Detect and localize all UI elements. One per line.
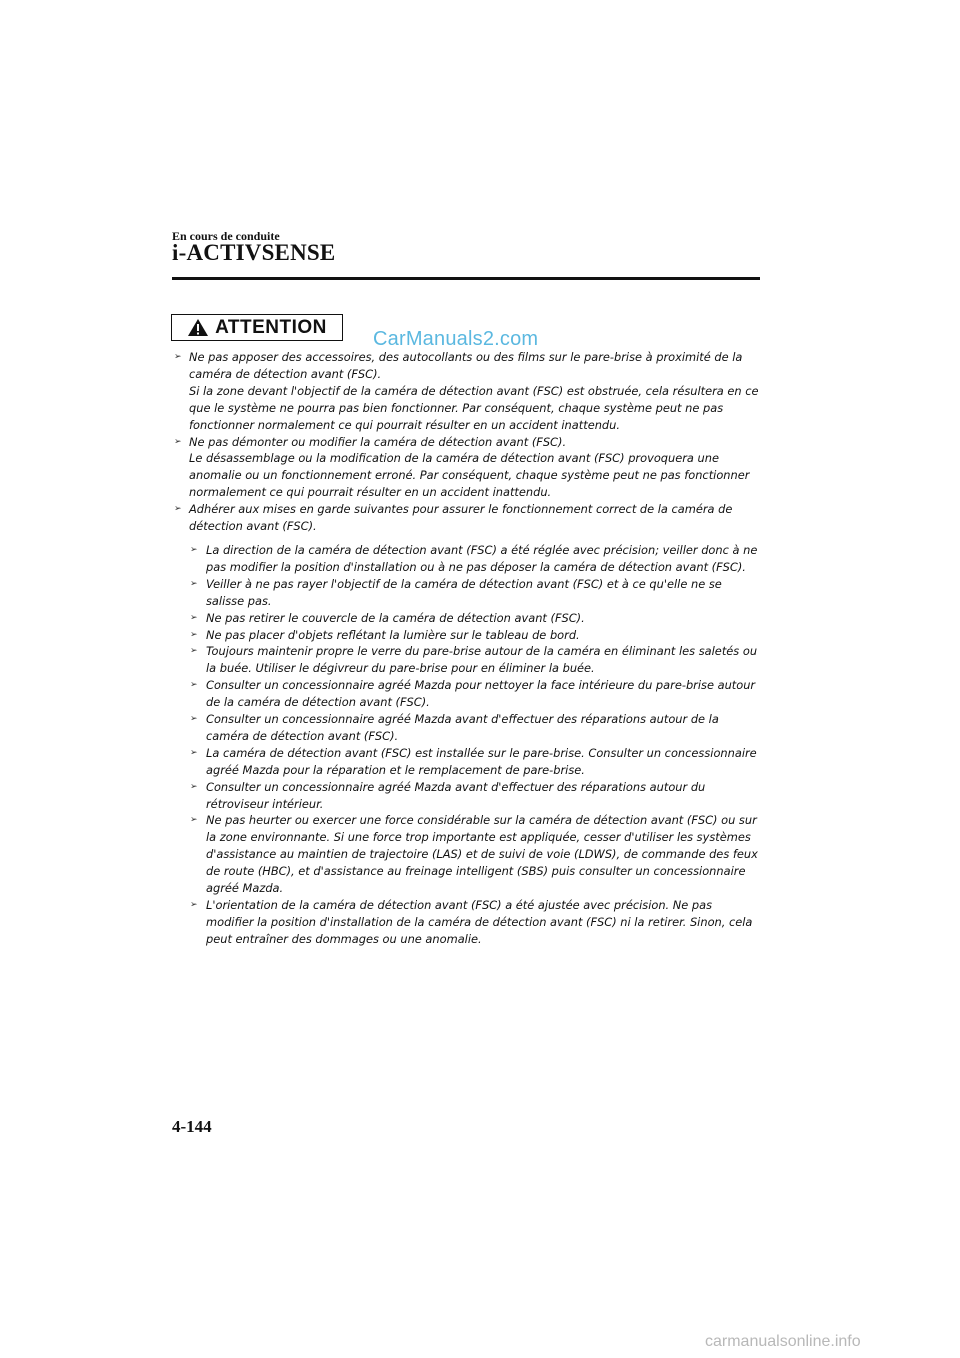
sublist-item [186,643,762,677]
subitem-text: Consulter un concessionnaire agréé Mazda avant d'effectuer des réparations autour du rétroviseur intérieur. [206,779,706,811]
bullet-arrow-icon: ➢ [190,714,198,725]
subitem-text: La direction de la caméra de détection avant (FSC) a été réglée avec précision; veiller donc à ne pas modifier la position d'installation ou à ne pas déposer la caméra de détection avant (FSC). [206,542,758,574]
sublist-item [186,576,762,610]
sublist-item [186,745,762,779]
header-rule [172,277,760,280]
bullet-arrow-icon: ➢ [190,747,198,758]
bullet-arrow-icon: ➢ [174,352,182,362]
subitem-text: Ne pas heurter ou exercer une force considérable sur la caméra de détection avant (FSC) ou sur la zone environnante. Si une force trop importante est appliquée, cesser d'utiliser les systèmes d'assistance au maintien de trajectoire (LAS) et de suivi de voie (LDWS), de commande des feux de route (HBC), et d'assistance au freinage intelligent (SBS) puis consulter un concessionnaire agréé Mazda. [206,813,758,896]
list-item [172,434,762,502]
sublist-item [186,542,762,576]
sublist-item [186,627,762,644]
item-text: Si la zone devant l'objectif de la caméra de détection avant (FSC) est obstruée, cela résultera en ce que le système ne pourra pas bien fonctionner. Par conséquent, chaque système peut ne pas fonctionner normalement ce qui pourrait résulter en un accident inattendu. [189,383,759,432]
item-text: Le désassemblage ou la modification de la caméra de détection avant (FSC) provoquera une anomalie ou un fonctionnement erroné. Par conséquent, chaque système peut ne pas fonctionner normalement ce qui pourrait résulter en un accident inattendu. [189,451,750,500]
caution-list [172,349,762,535]
bullet-arrow-icon: ➢ [190,578,198,589]
watermark-top: CarManuals2.com [373,328,539,350]
subitem-text: Veiller à ne pas rayer l'objectif de la caméra de détection avant (FSC) et à ce qu'elle ne se salisse pas. [206,576,722,608]
bullet-arrow-icon: ➢ [190,544,198,555]
bullet-arrow-icon: ➢ [190,612,198,623]
attention-box [171,314,343,341]
sublist-item [186,897,762,948]
list-item [172,501,762,535]
sublist-item [186,677,762,711]
section-title: i-ACTIVSENSE [172,240,336,265]
subitem-text: Toujours maintenir propre le verre du pare-brise autour de la caméra en éliminant les saletés ou la buée. Utiliser le dégivreur du pare-brise pour en éliminer la buée. [206,644,758,676]
sublist-item [186,812,762,897]
bullet-arrow-icon: ➢ [190,815,198,826]
section-label: En cours de conduite [172,229,280,243]
subitem-text: Consulter un concessionnaire agréé Mazda avant d'effectuer des réparations autour de la caméra de détection avant (FSC). [206,712,719,743]
caution-sublist [172,542,762,948]
page-number: 4-144 [172,1117,212,1136]
item-text: Ne pas apposer des accessoires, des autocollants ou des films sur le pare-brise à proximité de la caméra de détection avant (FSC). [189,350,743,381]
attention-label: ATTENTION [215,316,327,338]
subitem-text: Ne pas placer d'objets reflétant la lumière sur le tableau de bord. [206,627,580,642]
list-item [172,349,762,434]
watermark-footer: carmanualsonline.info [705,1333,861,1350]
bullet-arrow-icon: ➢ [190,781,198,792]
warning-triangle-icon [187,318,209,337]
item-text: Adhérer aux mises en garde suivantes pour assurer le fonctionnement correct de la caméra de détection avant (FSC). [189,502,733,534]
bullet-arrow-icon: ➢ [190,629,198,640]
attention-content [172,349,762,948]
item-text: Ne pas démonter ou modifier la caméra de détection avant (FSC). [189,434,567,449]
bullet-arrow-icon: ➢ [174,504,182,515]
bullet-arrow-icon: ➢ [190,900,198,910]
sublist-item [186,610,762,627]
subitem-text: Consulter un concessionnaire agréé Mazda pour nettoyer la face intérieure du pare-brise autour de la caméra de détection avant (FSC). [206,678,756,710]
sublist-item [186,711,762,745]
subitem-text: L'orientation de la caméra de détection avant (FSC) a été ajustée avec précision. Ne pas modifier la position d'installation de la caméra de détection avant (FSC) ni la retirer. Sinon, cela peut entraîner des dommages ou une anomalie. [206,898,753,946]
bullet-arrow-icon: ➢ [174,436,182,447]
subitem-text: Ne pas retirer le couvercle de la caméra de détection avant (FSC). [206,610,585,625]
subitem-text: La caméra de détection avant (FSC) est installée sur le pare-brise. Consulter un concessionnaire agréé Mazda pour la réparation et le remplacement de pare-brise. [206,745,757,777]
bullet-arrow-icon: ➢ [190,646,198,657]
bullet-arrow-icon: ➢ [190,680,198,691]
sublist-item [186,779,762,813]
